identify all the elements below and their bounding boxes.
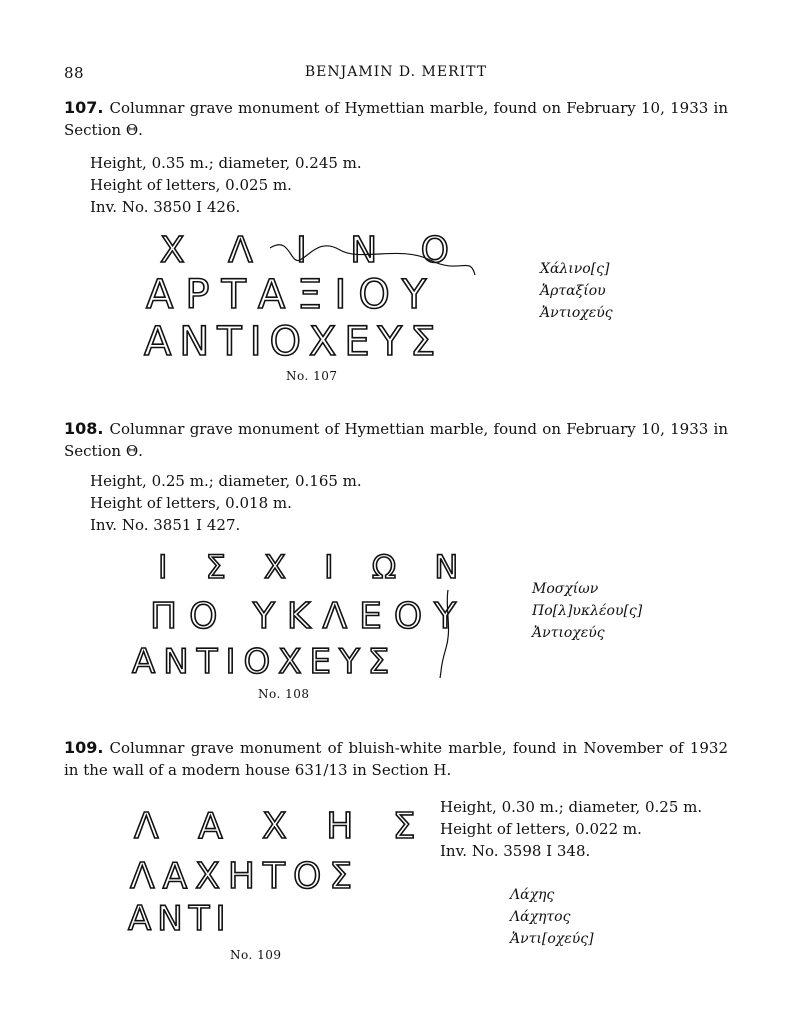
inscription-line: ΑΝΤΙΟΧΕΥΣ xyxy=(132,642,398,682)
figure-caption-109: No. 109 xyxy=(230,948,282,962)
transcription-107 xyxy=(540,258,613,324)
inscription-line: ΑΡΤΑΞΙΟΥ xyxy=(146,272,439,318)
inventory-line: Inv. No. 3598 I 348. xyxy=(440,842,591,860)
transcription-line: Μοσχίων xyxy=(532,581,599,597)
inscription-line: ΠΟ ΥΚΛΕΟΥ xyxy=(150,596,469,637)
entry-108-description: 108. Columnar grave monument of Hymettian marble, found on February 10, 1933 in Section Θ. xyxy=(64,419,728,460)
entry-109-measurements xyxy=(440,796,702,862)
letter-height-line: Height of letters, 0.018 m. xyxy=(90,494,292,512)
transcription-109 xyxy=(510,884,594,950)
entry-number: 107. xyxy=(64,98,104,117)
inscription-line: ΑΝΤΙΟΧΕΥΣ xyxy=(144,319,444,365)
entry-number: 109. xyxy=(64,738,104,757)
transcription-line: Λάχητος xyxy=(510,909,571,925)
height-line: Height, 0.30 m.; diameter, 0.25 m. xyxy=(440,798,703,816)
transcription-108 xyxy=(532,578,642,644)
inscription-line: Χ Λ Ι Ν Ο xyxy=(160,230,465,271)
entry-number: 108. xyxy=(64,419,104,438)
figure-caption-107: No. 107 xyxy=(286,369,338,383)
entry-107-description: 107. Columnar grave monument of Hymettian marble, found on February 10, 1933 in Section Θ. xyxy=(64,98,728,139)
transcription-line: Ἀντι[οχεύς] xyxy=(510,931,594,947)
height-line: Height, 0.35 m.; diameter, 0.245 m. xyxy=(90,154,362,172)
inventory-line: Inv. No. 3850 I 426. xyxy=(90,198,241,216)
inventory-line: Inv. No. 3851 I 427. xyxy=(90,516,241,534)
figure-caption-108: No. 108 xyxy=(258,687,310,701)
inscription-line: Ι Σ Χ Ι Ω Ν xyxy=(158,548,473,586)
inscription-line: ΛΑΧΗΤΟΣ xyxy=(130,856,361,897)
entry-107-measurements xyxy=(90,152,362,218)
transcription-line: Λάχης xyxy=(510,887,555,903)
transcription-line: Χάλινο[ς] xyxy=(540,261,610,277)
inscription-line: ΑΝΤΙ xyxy=(128,899,232,939)
transcription-line: Ἀρταξίου xyxy=(540,283,606,299)
inscription-line: Λ Α Χ Η Σ xyxy=(134,806,430,847)
letter-height-line: Height of letters, 0.025 m. xyxy=(90,176,292,194)
transcription-line: Πο[λ]υκλέου[ς] xyxy=(532,603,643,619)
entry-108-measurements xyxy=(90,470,362,536)
transcription-line: Ἀντιοχεύς xyxy=(532,625,605,641)
entry-109-description: 109. Columnar grave monument of bluish-white marble, found in November of 1932 in the wall of a modern house 631/13 in Section Η. xyxy=(64,738,728,779)
letter-height-line: Height of letters, 0.022 m. xyxy=(440,820,642,838)
transcription-line: Ἀντιοχεύς xyxy=(540,305,613,321)
height-line: Height, 0.25 m.; diameter, 0.165 m. xyxy=(90,472,362,490)
page-number: 88 xyxy=(64,64,85,82)
running-head-author: BENJAMIN D. MERITT xyxy=(304,64,488,80)
